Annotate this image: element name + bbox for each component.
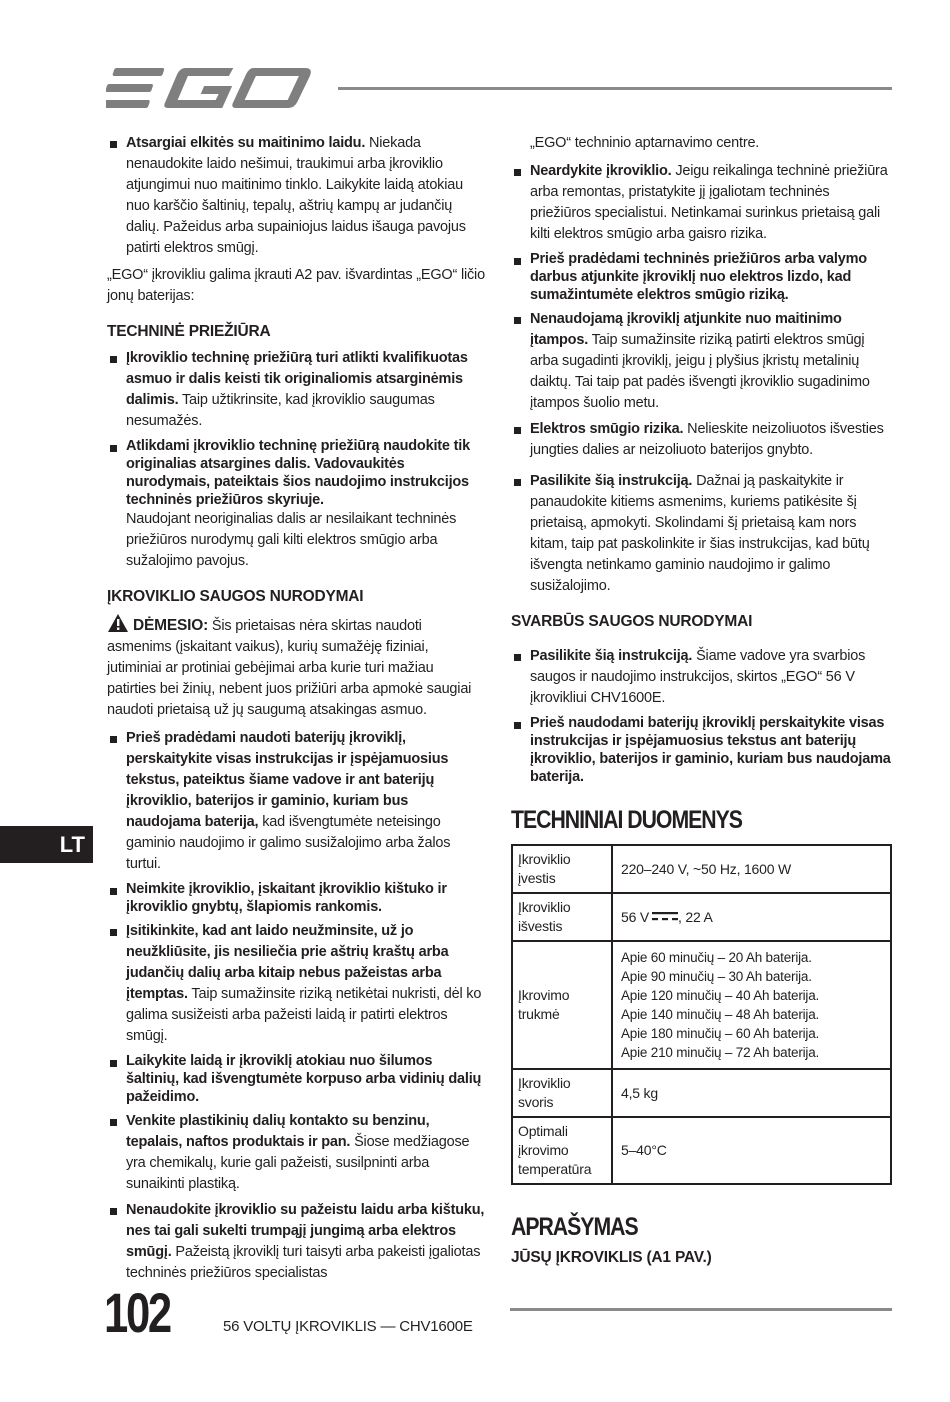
heading-specifications: TECHNINIAI DUOMENYS [511, 806, 742, 834]
page-number: 102 [104, 1281, 170, 1344]
spec-label: Įkroviklio svoris [512, 1069, 612, 1117]
spec-label: Įkroviklio išvestis [512, 893, 612, 941]
spec-label: Įkrovimo trukmė [512, 941, 612, 1069]
list-item: Prieš pradėdami techninės priežiūros arba valymo darbus atjunkite įkroviklį nuo elektros lizdo, kad sumažintumėte elektros smūgio riziką. [511, 250, 892, 304]
spec-value: 56 V , 22 A [612, 893, 891, 941]
cord-list [107, 133, 485, 259]
table-row [512, 1069, 891, 1117]
table-row [512, 845, 891, 893]
table-row [512, 941, 891, 1069]
ego-logo [106, 64, 318, 114]
heading-your-charger: JŪSŲ ĮKROVIKLIS (A1 PAV.) [511, 1249, 712, 1266]
list-item: Atsargiai elkitės su maitinimo laidu. Niekada nenaudokite laido nešimui, traukimui arba įkroviklio atjungimui nuo maitinimo tinklo. Laikykite laidą atokiau nuo karščio šaltinių, tepalų, aštrių kampų ar judančių dalių. Pažeidus arba supainiojus laidus išauga pavojus patirti elektros smūgį. [107, 133, 485, 259]
list-item: Prieš pradėdami naudoti baterijų įkroviklį, perskaitykite visas instrukcijas ir įspėjamuosius tekstus, pateiktus šiame vadove ir ant baterijų įkroviklio, baterijos ir gaminio, kuriam bus naudojama baterija, kad išvengtumėte neteisingo gaminio naudojimo ir galimo susižalojimo arba žalos turtui. [107, 728, 485, 875]
spec-value: 220–240 V, ~50 Hz, 1600 W [612, 845, 891, 893]
table-row [512, 1117, 891, 1184]
heading-important-safety: SVARBŪS SAUGOS NURODYMAI [511, 613, 753, 630]
spec-label: Optimali įkrovimo temperatūra [512, 1117, 612, 1184]
list-item: Venkite plastikinių dalių kontakto su benzinu, tepalais, naftos produktais ir pan. Šiose medžiagose yra chemikalų, kurie gali pažeisti, susilpninti arba sunaikinti plastiką. [107, 1111, 485, 1195]
list-item: Prieš naudodami baterijų įkroviklį perskaitykite visas instrukcijas ir įspėjamuosius tekstus ant baterijų įkroviklio, baterijos ir gaminio, kuriam bus naudojama baterija. [511, 714, 892, 786]
header-rule [338, 87, 892, 90]
list-item: Pasilikite šią instrukciją. Dažnai ją paskaitykite ir panaudokite kitiems asmenims, kuriems patikėsite šį prietaisą, apmokyti. Skolindami šį prietaisą kam nors kitam, taip pat paskolinkite ir šias instrukcijas, kad būtų išvengta netinkamo gaminio naudojimo ir galimo susižalojimo. [511, 471, 892, 597]
language-tab: LT [0, 826, 93, 863]
list-item: Atlikdami įkroviklio techninę priežiūrą naudokite tik originalias atsargines dalis. Vadovaukitės nurodymais, pateiktais šios naudojimo instrukcijos techninės priežiūros skyriuje. Naudojant neoriginalias dalis ar nesilaikant techninės priežiūros nurodymų gali kilti elektros smūgio arba sužalojimo pavojus. [107, 437, 485, 572]
maintenance-list [107, 348, 485, 572]
safety-list [107, 728, 485, 1284]
spec-label: Įkroviklio įvestis [512, 845, 612, 893]
specifications-table [511, 844, 892, 1185]
warning-triangle-icon [107, 613, 129, 633]
dc-current-icon [652, 912, 678, 921]
charger-safety-list-cont [511, 161, 892, 597]
footer-title: 56 VOLTŲ ĮKROVIKLIS — CHV1600E [223, 1318, 473, 1335]
warning-paragraph: DĖMESIO: Šis prietaisas nėra skirtas naudoti asmenims (įskaitant vaikus), kurių sumažėję fiziniai, jutiminiai ar protiniai gebėjimai arba kurie turi mažiau patirties bei žinių, nebent juos prižiūri arba apmokė saugiai naudoti prietaisą už jų saugumą atsakingas asmuo. [107, 613, 485, 721]
list-item: Nenaudojamą įkroviklį atjunkite nuo maitinimo įtampos. Taip sumažinsite riziką patirti elektros smūgį arba sugadinti įkroviklį, jeigu į plyšius įkristų metalinių daiktų. Tai taip pat padės išvengti įkroviklio sugadinimo įtampos šuolio metu. [511, 309, 892, 414]
continued-text: „EGO“ techninio aptarnavimo centre. [530, 135, 760, 151]
heading-description: APRAŠYMAS [511, 1213, 638, 1241]
right-column [511, 133, 892, 1274]
list-item: Laikykite laidą ir įkroviklį atokiau nuo šilumos šaltinių, kad išvengtumėte korpuso arba vidinių dalių pažeidimo. [107, 1052, 485, 1106]
list-item: Įkroviklio techninę priežiūrą turi atlikti kvalifikuotas asmuo ir dalis keisti tik originaliomis atsarginėmis dalimis. Taip užtikrinsite, kad įkroviklio saugumas nesumažės. [107, 348, 485, 432]
heading-maintenance: TECHNINĖ PRIEŽIŪRA [107, 323, 271, 340]
spec-value: 5–40°C [612, 1117, 891, 1184]
heading-charger-safety: ĮKROVIKLIO SAUGOS NURODYMAI [107, 588, 364, 605]
spec-value: Apie 60 minučių – 20 Ah baterija. Apie 90 minučių – 30 Ah baterija. Apie 120 minučių – 40 Ah baterija. Apie 140 minučių – 48 Ah baterija. Apie 180 minučių – 60 Ah baterija. Apie 210 minučių – 72 Ah baterija. [612, 941, 891, 1069]
left-column [107, 133, 485, 1290]
footer-rule [510, 1308, 892, 1311]
spec-value: 4,5 kg [612, 1069, 891, 1117]
list-item: Nenaudokite įkroviklio su pažeistu laidu arba kištuku, nes tai gali sukelti trumpąjį jungimą arba elektros smūgį. Pažeistą įkroviklį turi taisyti arba pakeisti įgaliotas techninės priežiūros specialistas [107, 1200, 485, 1284]
list-item: Neardykite įkroviklio. Jeigu reikalinga techninė priežiūra arba remontas, pristatykite jį įgaliotam techninės priežiūros specialistui. Netinkamai surinkus prietaisą gali kilti elektros smūgio arba gaisro rizika. [511, 161, 892, 245]
list-item: Įsitikinkite, kad ant laido neužminsite, už jo neužkliūsite, jis nesiliečia prie aštrių kraštų arba judančių dalių arba kitaip nebus pažeistas arba įtemptas. Taip sumažinsite riziką netikėtai nukristi, dėl ko galima susižeisti arba pažeisti laidą ir patirti elektros smūgį. [107, 921, 485, 1047]
important-list [511, 646, 892, 786]
paragraph-a2: „EGO“ įkrovikliu galima įkrauti A2 pav. išvardintas „EGO“ ličio jonų baterijas: [107, 267, 485, 304]
table-row [512, 893, 891, 941]
list-item: Elektros smūgio rizika. Nelieskite neizoliuotos išvesties jungties dalies ar neizoliuoto baterijos gnybto. [511, 419, 892, 461]
list-item: Pasilikite šią instrukciją. Šiame vadove yra svarbios saugos ir naudojimo instrukcijos, skirtos „EGO“ 56 V įkrovikliui CHV1600E. [511, 646, 892, 709]
list-item: Neimkite įkroviklio, įskaitant įkroviklio kištuko ir įkroviklio gnybtų, šlapiomis rankomis. [107, 880, 485, 916]
